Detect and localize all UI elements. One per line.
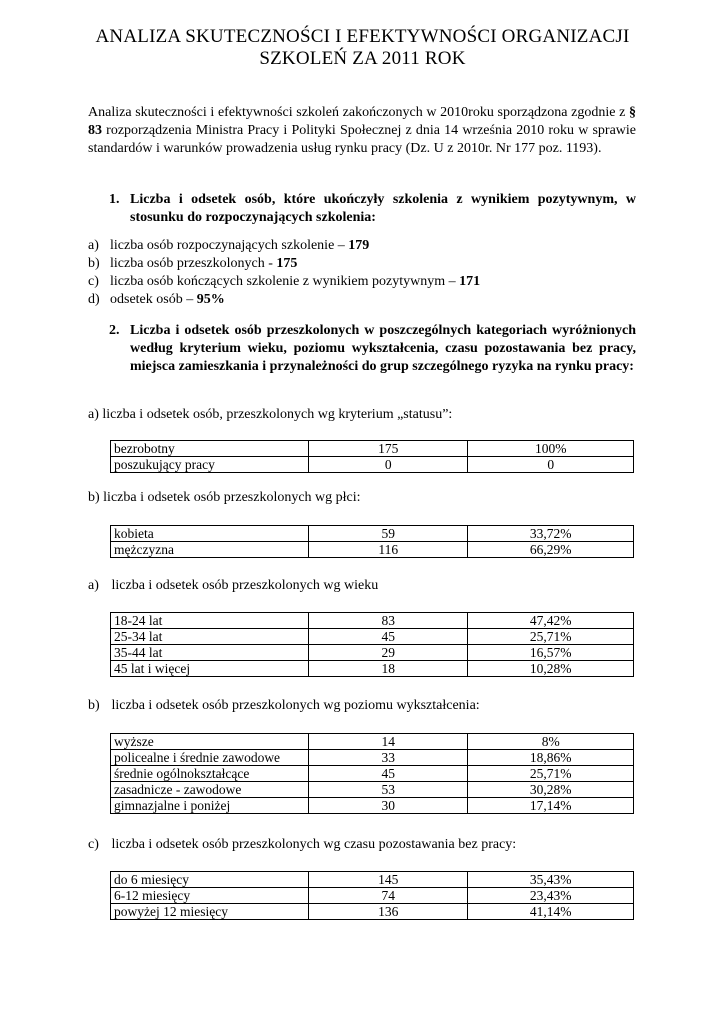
- table-cell-percent: 47,42%: [468, 613, 634, 629]
- table-cell-count: 30: [309, 798, 468, 814]
- table-row: [111, 798, 634, 814]
- table-cell-percent: 0: [468, 457, 634, 473]
- table-cell-percent: 8%: [468, 734, 634, 750]
- table-cell-category: do 6 miesięcy: [111, 872, 309, 888]
- title-line-1: ANALIZA SKUTECZNOŚCI I EFEKTYWNOŚCI ORGANIZACJI: [95, 26, 630, 47]
- table-cell-count: 83: [309, 613, 468, 629]
- section-2-number: 2.: [109, 323, 120, 338]
- list-item-value: 171: [459, 274, 481, 289]
- section-1-heading-text: Liczba i odsetek osób, które ukończyły szkolenia z wynikiem pozytywnym, w stosunku do rozpoczynających szkolenia:: [130, 192, 636, 225]
- table-cell-category: gimnazjalne i poniżej: [111, 798, 309, 814]
- table-cell-count: 116: [309, 542, 468, 558]
- table-cell-category: zasadnicze - zawodowe: [111, 782, 309, 798]
- table-cell-percent: 35,43%: [468, 872, 634, 888]
- status-table: [110, 440, 634, 473]
- caption-text: liczba i odsetek osób przeszkolonych wg czasu pozostawania bez pracy:: [111, 837, 517, 852]
- table-row: [111, 782, 634, 798]
- gender-table: [110, 525, 634, 558]
- table-cell-category: 18-24 lat: [111, 613, 309, 629]
- table-cell-count: 45: [309, 629, 468, 645]
- table-cell-category: kobieta: [111, 526, 309, 542]
- table-cell-percent: 18,86%: [468, 750, 634, 766]
- intro-text-2: rozporządzenia Ministra Pracy i Polityki Społecznej z dnia 14 września 2010 roku w sprawie standardów i warunków prowadzenia usług rynku pracy (Dz. U z 2010r. Nr 177 poz. 1193).: [88, 123, 636, 156]
- table-caption: [88, 697, 480, 715]
- table-cell-percent: 66,29%: [468, 542, 634, 558]
- list-item-text: liczba osób przeszkolonych -: [110, 256, 277, 271]
- table-cell-percent: 17,14%: [468, 798, 634, 814]
- table-cell-category: bezrobotny: [111, 441, 309, 457]
- intro-paragraph-ref: § 83: [88, 105, 636, 138]
- list-item-value: 175: [276, 256, 298, 271]
- table-cell-category: poszukujący pracy: [111, 457, 309, 473]
- caption-text: liczba i odsetek osób przeszkolonych wg wieku: [111, 578, 379, 593]
- table-cell-count: 53: [309, 782, 468, 798]
- table-cell-category: policealne i średnie zawodowe: [111, 750, 309, 766]
- table-cell-count: 0: [309, 457, 468, 473]
- section-2-heading-text: Liczba i odsetek osób przeszkolonych w poszczególnych kategoriach wyróżnionych według kryterium wieku, poziomu wykształcenia, czasu pozostawania bez pracy, miejsca zamieszkania i przynależności do grup szczególnego ryzyka na rynku pracy:: [130, 323, 636, 374]
- table-row: [111, 613, 634, 629]
- table-cell-category: 45 lat i więcej: [111, 661, 309, 677]
- table-cell-count: 29: [309, 645, 468, 661]
- table-cell-count: 175: [309, 441, 468, 457]
- caption-letter: b): [88, 490, 100, 505]
- table-cell-category: mężczyzna: [111, 542, 309, 558]
- section-1-number: 1.: [109, 192, 120, 207]
- list-item-value: 95%: [196, 292, 225, 307]
- table-cell-percent: 16,57%: [468, 645, 634, 661]
- table-cell-category: powyżej 12 miesięcy: [111, 904, 309, 920]
- table-caption: [88, 406, 452, 424]
- table-cell-count: 145: [309, 872, 468, 888]
- table-cell-percent: 41,14%: [468, 904, 634, 920]
- table-cell-category: wyższe: [111, 734, 309, 750]
- table-cell-count: 136: [309, 904, 468, 920]
- table-cell-percent: 10,28%: [468, 661, 634, 677]
- table-row: [111, 661, 634, 677]
- table-caption: [88, 577, 378, 595]
- intro-text-1: Analiza skuteczności i efektywności szkoleń zakończonych w 2010roku sporządzona zgodnie z: [88, 105, 629, 120]
- table-cell-count: 14: [309, 734, 468, 750]
- list-item-text: liczba osób rozpoczynających szkolenie –: [110, 238, 349, 253]
- table-row: [111, 766, 634, 782]
- title-line-2: SZKOLEŃ ZA 2011 ROK: [259, 48, 466, 69]
- caption-letter: b): [88, 698, 100, 713]
- table-cell-count: 59: [309, 526, 468, 542]
- table-row: [111, 888, 634, 904]
- table-row: [111, 526, 634, 542]
- list-item-value: 179: [348, 238, 370, 253]
- caption-text: liczba i odsetek osób, przeszkolonych wg kryterium „statusu”:: [102, 407, 453, 422]
- table-cell-count: 74: [309, 888, 468, 904]
- page-title: [60, 26, 665, 70]
- table-cell-category: 25-34 lat: [111, 629, 309, 645]
- table-cell-percent: 30,28%: [468, 782, 634, 798]
- caption-text: liczba i odsetek osób przeszkolonych wg płci:: [103, 490, 361, 505]
- table-cell-count: 33: [309, 750, 468, 766]
- intro-paragraph: [88, 104, 636, 158]
- table-cell-category: 35-44 lat: [111, 645, 309, 661]
- table-cell-percent: 23,43%: [468, 888, 634, 904]
- table-row: [111, 904, 634, 920]
- table-row: [111, 872, 634, 888]
- list-item-letter: d): [88, 292, 100, 307]
- table-cell-category: 6-12 miesięcy: [111, 888, 309, 904]
- list-item-letter: b): [88, 256, 100, 271]
- table-cell-percent: 25,71%: [468, 766, 634, 782]
- table-caption: [88, 489, 361, 507]
- education-table: [110, 733, 634, 814]
- caption-text: liczba i odsetek osób przeszkolonych wg poziomu wykształcenia:: [111, 698, 480, 713]
- table-cell-percent: 33,72%: [468, 526, 634, 542]
- table-cell-percent: 100%: [468, 441, 634, 457]
- caption-letter: a): [88, 578, 99, 593]
- table-row: [111, 645, 634, 661]
- table-caption: [88, 836, 516, 854]
- table-cell-category: średnie ogólnokształcące: [111, 766, 309, 782]
- table-row: [111, 542, 634, 558]
- table-cell-count: 18: [309, 661, 468, 677]
- list-item-letter: c): [88, 274, 99, 289]
- table-row: [111, 457, 634, 473]
- caption-letter: a): [88, 407, 99, 422]
- caption-letter: c): [88, 837, 99, 852]
- table-cell-percent: 25,71%: [468, 629, 634, 645]
- age-table: [110, 612, 634, 677]
- table-cell-count: 45: [309, 766, 468, 782]
- list-item-letter: a): [88, 238, 99, 253]
- list-item-text: odsetek osób –: [110, 292, 197, 307]
- table-row: [111, 750, 634, 766]
- list-item-text: liczba osób kończących szkolenie z wynikiem pozytywnym –: [110, 274, 460, 289]
- table-row: [111, 734, 634, 750]
- table-row: [111, 441, 634, 457]
- unemployment-duration-table: [110, 871, 634, 920]
- table-row: [111, 629, 634, 645]
